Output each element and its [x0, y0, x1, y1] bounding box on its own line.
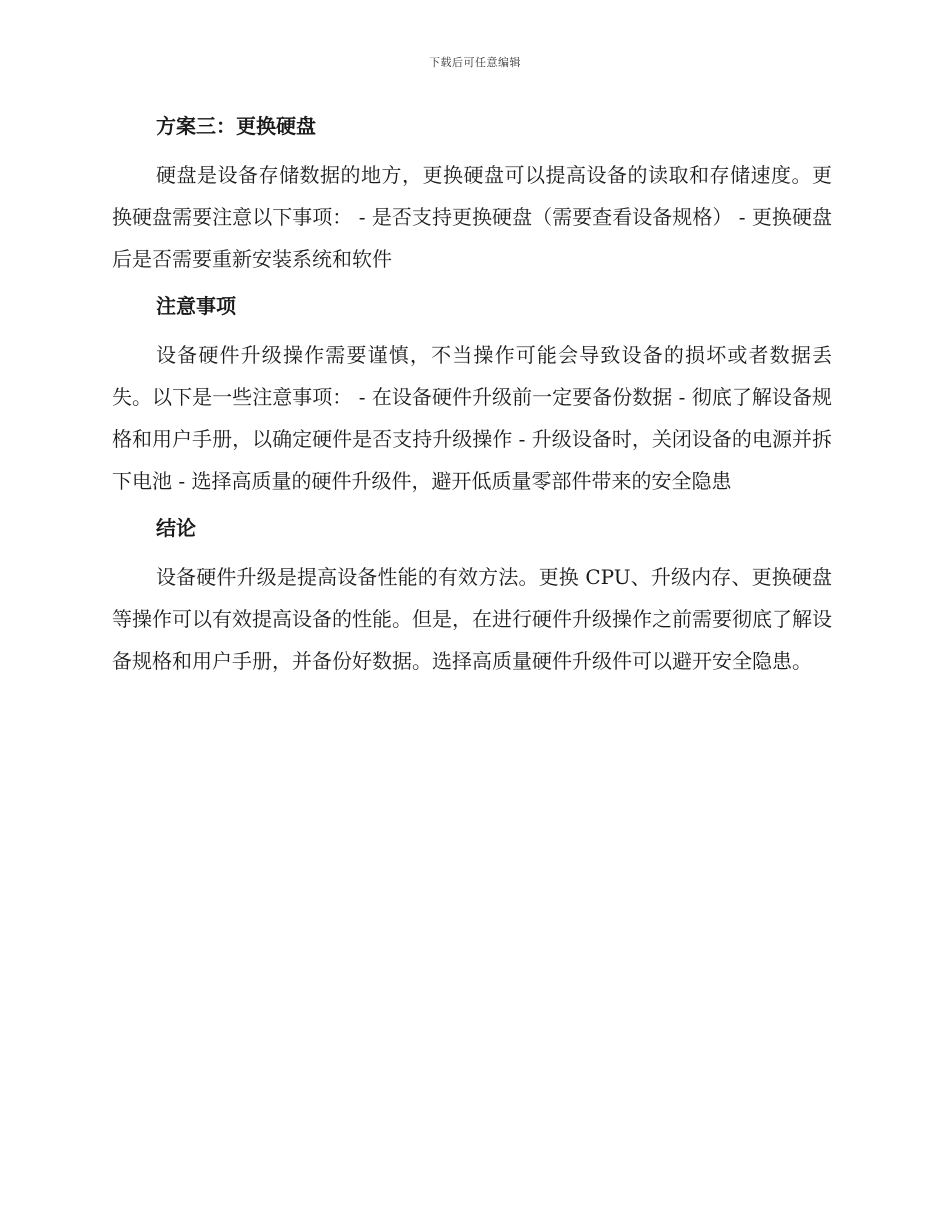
section-replace-hard-drive — [112, 110, 832, 280]
section-heading: 方案三：更换硬盘 — [156, 114, 316, 138]
section-conclusion — [112, 512, 832, 682]
section-heading: 结论 — [156, 516, 196, 540]
section-paragraph: 设备硬件升级操作需要谨慎，不当操作可能会导致设备的损坏或者数据丢失。以下是一些注意事项： - 在设备硬件升级前一定要备份数据 - 彻底了解设备规格和用户手册，以确定硬件是否支持升级操作 - 升级设备时，关闭设备的电源并拆下电池 - 选择高质量的硬件升级件，避开低质量零部件带来的安全隐患 — [112, 343, 832, 493]
section-precautions — [112, 290, 832, 502]
header-note: 下载后可任意编辑 — [429, 56, 521, 69]
section-heading: 注意事项 — [156, 294, 236, 318]
section-paragraph: 设备硬件升级是提高设备性能的有效方法。更换 CPU、升级内存、更换硬盘等操作可以有效提高设备的性能。但是，在进行硬件升级操作之前需要彻底了解设备规格和用户手册，并备份好数据。选择高质量硬件升级件可以避开安全隐患。 — [112, 565, 832, 673]
document-body — [112, 110, 832, 692]
section-paragraph: 硬盘是设备存储数据的地方，更换硬盘可以提高设备的读取和存储速度。更换硬盘需要注意以下事项： - 是否支持更换硬盘（需要查看设备规格） - 更换硬盘后是否需要重新安装系统和软件 — [112, 163, 832, 271]
